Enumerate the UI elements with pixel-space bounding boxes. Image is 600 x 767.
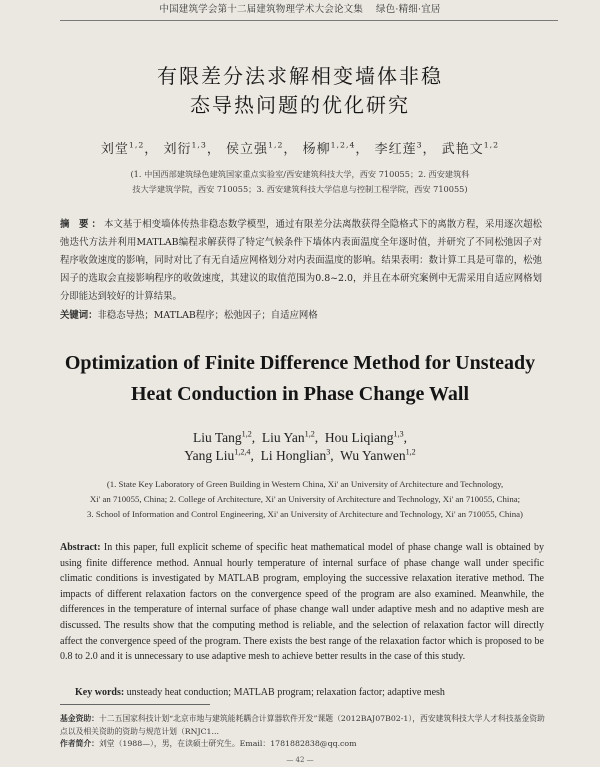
cn-author: 侯立强$^{1,2}$ <box>226 140 284 157</box>
en-affil-line-3: 3. School of Information and Control Engineering, Xi' an University of Architecture and Technology, Xi' an 710055, China) <box>87 509 523 519</box>
en-author: Liu Tang$^{1,2}$ <box>192 429 252 445</box>
en-author: Wu Yanwen$^{1,2}$ <box>340 447 416 463</box>
footnote-rule <box>60 704 210 705</box>
en-abstract-text: In this paper, full explicit scheme of specific heat mathematical model of phase change wall is obtained by using finite difference method. Annual hourly temperature of internal surface of phase change wall under specific climatic conditions is investigated by MATLAB program, employing the successive relaxation iterative method. The impacts of different relaxation factors on the convergence speed of the program are also examined. Meanwhile, the differences in the temperature of internal surface of phase change wall under adaptive mesh and no adaptive mesh are discussed. The results show that the computing method is reliable, and the selection of relaxation factor will directly affect the convergence speed of the program. There exists the best range of the relaxation factor which is proposed to be 0.8 to 2.0 and it is unnecessary to use adaptive mesh to achieve better results in the case of this study. <box>60 542 544 663</box>
cn-affil-line-2: 技大学建筑学院，西安 710055；3. 西安建筑科技大学信息与控制工程学院，西安 710055) <box>132 184 468 194</box>
chinese-affiliations <box>60 167 540 197</box>
english-title-line-2: Heat Conduction in Phase Change Wall <box>130 383 470 405</box>
en-author: Liu Yan$^{1,2}$ <box>261 429 315 445</box>
en-keywords-text: unsteady heat conduction; MATLAB program; relaxation factor; adaptive mesh <box>124 687 445 698</box>
en-keywords-label: Key words: <box>75 687 125 698</box>
en-author: Li Honglian$^3$ <box>260 447 331 463</box>
running-header <box>86 1 514 15</box>
english-authors <box>60 429 540 465</box>
chinese-abstract <box>60 216 542 306</box>
cn-author: 刘堂$^{1,2}$ <box>100 140 145 157</box>
chinese-authors: 刘堂$^{1,2}$， 刘衍$^{1,3}$， 侯立强$^{1,2}$， 杨柳$^{1,2,4}$， 李红莲$^3$， 武艳文$^{1,2}$ <box>100 140 500 157</box>
en-authors-line-1: Liu Tang$^{1,2}$, Liu Yan$^{1,2}$, Hou Liqiang$^{1,3}$, <box>192 429 408 445</box>
cn-author: 武艳文$^{1,2}$ <box>441 140 500 157</box>
cn-affil-line-1: (1. 中国西部建筑绿色建筑国家重点实验室/西安建筑科技大学，西安 710055；2. 西安建筑科 <box>130 169 470 179</box>
author-note: 作者简介：刘堂（1988—），男，在读硕士研究生。Email：1781882838@qq.com <box>60 739 357 748</box>
chinese-title <box>100 62 500 120</box>
cn-keywords-text: 非稳态导热；MATLAB程序；松弛因子；自适应网格 <box>97 310 318 321</box>
header-rule <box>60 20 558 21</box>
en-authors-line-2: Yang Liu$^{1,2,4}$, Li Honglian$^3$, Wu Yanwen$^{1,2}$ <box>184 447 416 463</box>
cn-abstract-text: 本文基于相变墙体传热非稳态数学模型，通过有限差分法离散获得全隐格式下的离散方程，采用逐次超松弛迭代方法并利用MATLAB编程求解获得了特定气候条件下墙体内表面温度全年逐时值，并研究了不同松弛因子对程序收敛速度的影响，同时对比了有无自适应网格划分对内表面温度的影响。结果表明：数计算工具是可靠的，松弛因子的选取会直接影响程序的收敛速度，其建议的取值范围为0.8~2.0，并且在本研究案例中无需采用自适应网格划分即能达到较好的计算结果。 <box>60 219 542 302</box>
footnote <box>60 713 548 751</box>
cn-author: 李红莲$^3$ <box>374 140 423 157</box>
chinese-keywords <box>60 307 542 321</box>
page-number: — 42 — <box>286 756 314 764</box>
en-author: Hou Liqiang$^{1,3}$ <box>324 429 404 445</box>
cn-abstract-label: 摘 要： <box>60 219 104 230</box>
english-title <box>30 348 570 410</box>
en-author: Yang Liu$^{1,2,4}$ <box>184 447 251 463</box>
en-affil-line-2: Xi' an 710055, China; 2. College of Architecture, Xi' an University of Architecture and Technology, Xi' an 710055, China; <box>89 494 521 504</box>
english-title-line-1: Optimization of Finite Difference Method for Unsteady <box>64 352 536 374</box>
cn-keywords-label: 关键词： <box>60 310 98 321</box>
cn-author: 刘衍$^{1,3}$ <box>163 140 207 157</box>
english-affiliations <box>50 477 560 522</box>
en-abstract-label: Abstract: <box>60 542 101 553</box>
chinese-title-line-1: 有限差分法求解相变墙体非稳 <box>157 64 443 88</box>
header-journal: 中国建筑学会第十二届建筑物理学术大会论文集 <box>159 4 364 15</box>
english-abstract <box>60 540 544 665</box>
cn-author: 杨柳$^{1,2,4}$ <box>302 140 356 157</box>
english-keywords <box>75 687 545 698</box>
fund-note: 基金资助：十二五国家科技计划“北京市地与建筑能耗耦合计算器软件开发”课题（2012BAJ07B02-1），西安建筑科技大学人才科技基金资助点以及相关资助的资助与规范计划（RNJC1... <box>60 714 545 736</box>
header-tags: 绿色·精细·宜居 <box>375 4 441 15</box>
en-affil-line-1: (1. State Key Laboratory of Green Building in Western China, Xi' an University of Architecture and Technology, <box>106 479 504 489</box>
chinese-title-line-2: 态导热问题的优化研究 <box>190 93 410 117</box>
